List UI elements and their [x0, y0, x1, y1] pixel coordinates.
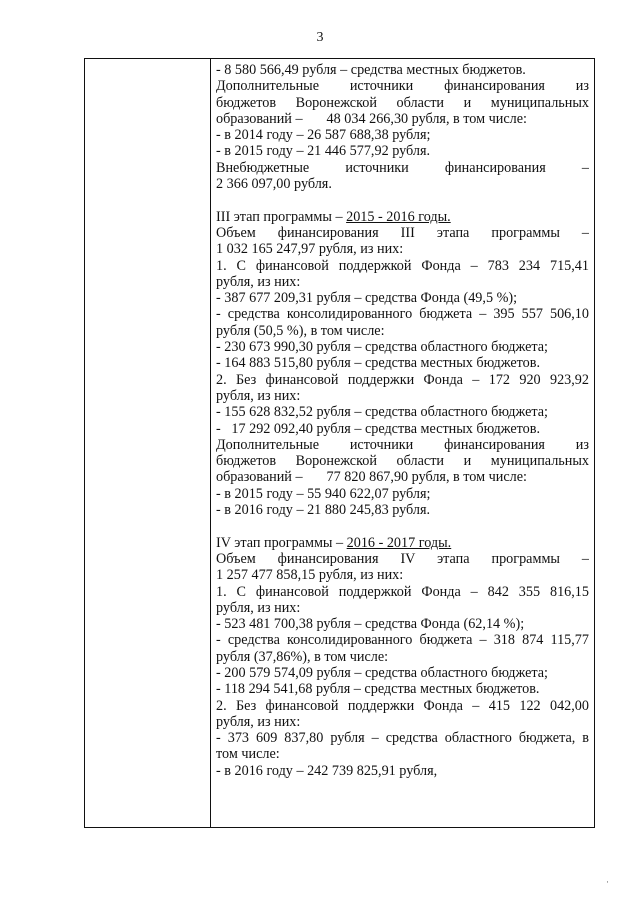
text-line: 1. С финансовой поддержкой Фонда – 842 355 816,15 [216, 583, 589, 600]
text-line: - 17 292 092,40 рубля – средства местных бюджетов. [216, 420, 541, 437]
text-line: - 523 481 700,38 рубля – средства Фонда (62,14 %); [216, 616, 525, 633]
text-line: - 8 580 566,49 рубля – средства местных бюджетов. [216, 62, 526, 78]
stage-years: 2016 - 2017 годы. [346, 534, 452, 551]
text-line: - средства консолидированного бюджета – 318 874 115,77 [216, 632, 589, 649]
text-line: рубля (37,86%), в том числе: [216, 648, 389, 665]
text-line [216, 469, 589, 485]
text-line: рубля, из них: [216, 387, 301, 404]
paragraph-gap [216, 192, 589, 208]
text-line: - в 2015 году – 55 940 622,07 рубля; [216, 485, 431, 502]
text-line: рубля, из них: [216, 713, 301, 730]
stage-heading [216, 535, 589, 551]
text-line: - в 2016 году – 242 739 825,91 рубля, [216, 762, 438, 779]
text-line: бюджетов Воронежской области и муниципальных [216, 94, 589, 111]
text-line: том числе: [216, 746, 280, 763]
text-line: - 155 628 832,52 рубля – средства областного бюджета; [216, 404, 548, 421]
text-line: Дополнительные источники финансирования из [216, 78, 589, 95]
table-left-column [85, 59, 211, 827]
text-line: 2 366 097,00 рубля. [216, 176, 332, 193]
text-line: - 118 294 541,68 рубля – средства местных бюджетов. [216, 681, 540, 698]
text-line: 1 257 477 858,15 рубля, из них: [216, 567, 404, 584]
table-right-column [216, 62, 589, 779]
text-line: - 230 673 990,30 рубля – средства областного бюджета; [216, 339, 548, 356]
text-segment: образований – [216, 110, 303, 127]
stage-label: III этап программы – [216, 208, 347, 225]
scan-dot-mark: · [606, 877, 609, 887]
text-line: 1 032 165 247,97 рубля, из них: [216, 241, 404, 258]
financing-table [84, 58, 595, 828]
paragraph-gap [216, 518, 589, 534]
text-segment: 77 820 867,90 рубля, в том числе: [326, 469, 527, 486]
text-line: Объем финансирования III этапа программы – [216, 224, 589, 241]
text-line [216, 111, 589, 127]
text-line: рубля, из них: [216, 273, 301, 290]
text-line: - в 2016 году – 21 880 245,83 рубля. [216, 502, 431, 519]
stage-years: 2015 - 2016 годы. [346, 208, 451, 225]
text-line: Дополнительные источники финансирования из [216, 436, 589, 453]
text-line: - 164 883 515,80 рубля – средства местных бюджетов. [216, 355, 541, 372]
text-segment: 48 034 266,30 рубля, в том числе: [326, 110, 527, 127]
text-line: 2. Без финансовой поддержки Фонда – 172 920 923,92 [216, 371, 589, 388]
text-line: рубля (50,5 %), в том числе: [216, 322, 385, 339]
page-number: 3 [316, 30, 324, 45]
text-line: 1. С финансовой поддержкой Фонда – 783 234 715,41 [216, 257, 589, 274]
stage-heading [216, 209, 589, 225]
text-line: - 373 609 837,80 рубля – средства областного бюджета, в [216, 730, 589, 747]
text-line: рубля, из них: [216, 599, 301, 616]
text-line: - средства консолидированного бюджета – 395 557 506,10 [216, 306, 589, 323]
text-line: бюджетов Воронежской области и муниципальных [216, 453, 589, 470]
text-line: - в 2015 году – 21 446 577,92 рубля. [216, 143, 431, 160]
stage-label: IV этап программы – [216, 534, 347, 551]
text-line: - в 2014 году – 26 587 688,38 рубля; [216, 127, 431, 144]
text-line: Объем финансирования IV этапа программы – [216, 550, 589, 567]
text-line: - 387 677 209,31 рубля – средства Фонда (49,5 %); [216, 290, 518, 307]
text-line: 2. Без финансовой поддержки Фонда – 415 122 042,00 [216, 697, 589, 714]
text-line: Внебюджетные источники финансирования – [216, 159, 589, 176]
text-line: - 200 579 574,09 рубля – средства областного бюджета; [216, 664, 548, 681]
text-segment: образований – [216, 469, 303, 486]
